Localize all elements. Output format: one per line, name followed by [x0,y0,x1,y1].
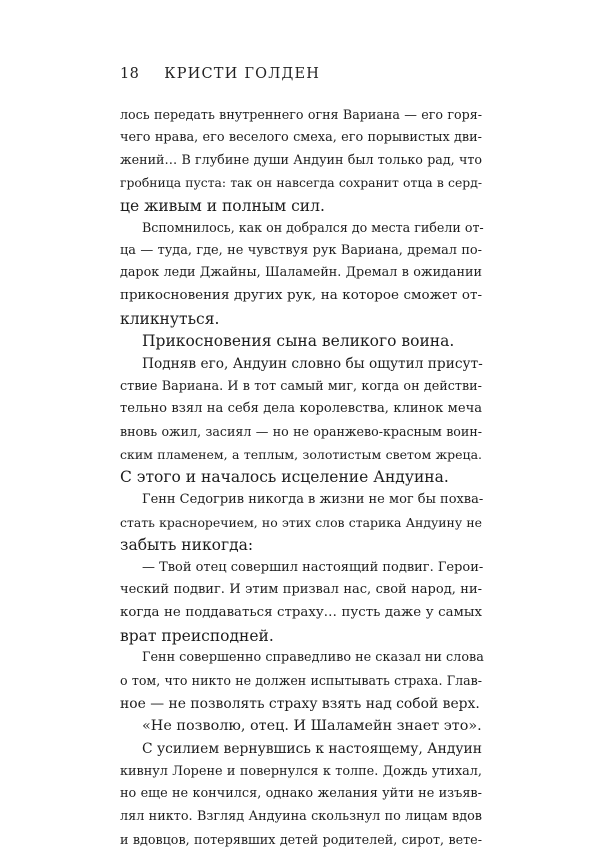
text-line: С этого и началось исцеление Андуина. [120,466,482,489]
text-line: «Не позволю, отец. И Шаламейн знает это». [120,715,482,738]
text-line: — Твой отец совершил настоящий подвиг. Герои- [120,557,482,580]
text-line: лось передать внутреннего огня Вариана — его горя- [120,104,482,127]
text-line: стать красноречием, но этих слов старика Андуину не [120,512,482,535]
text-line: лял никто. Взгляд Андуина скользнул по лицам вдов [120,806,482,829]
text-line: ное — не позволять страху взять над собой верх. [120,693,482,716]
body-text [120,104,482,851]
text-line: ца — туда, где, не чувствуя рук Вариана, дремал по- [120,240,482,263]
text-line: дарок леди Джайны, Шаламейн. Дремал в ожидании [120,262,482,285]
text-line: ческий подвиг. И этим призвал нас, свой народ, ни- [120,579,482,602]
text-line: гробница пуста: так он навсегда сохранит отца в серд- [120,172,482,195]
text-line: жений… В глубине души Андуин был только рад, что [120,149,482,172]
text-line: Прикосновения сына великого воина. [120,330,482,353]
text-line: Подняв его, Андуин словно бы ощутил присут- [120,353,482,376]
author-name: КРИСТИ ГОЛДЕН [164,66,320,82]
text-line: кивнул Лорене и повернулся к толпе. Дождь утихал, [120,761,482,784]
text-line: чего нрава, его веселого смеха, его порывистых дви- [120,127,482,150]
text-line: ствие Вариана. И в тот самый миг, когда он действи- [120,376,482,399]
text-line: кликнуться. [120,308,482,331]
text-line: ским пламенем, а теплым, золотистым светом жреца. [120,444,482,467]
text-line: и вдовцов, потерявших детей родителей, сирот, вете- [120,829,482,851]
text-line: прикосновения других рук, на которое сможет от- [120,285,482,308]
text-line: С усилием вернувшись к настоящему, Андуин [120,738,482,761]
page-number: 18 [120,66,139,82]
text-line: вновь ожил, засиял — но не оранжево-красным воин- [120,421,482,444]
text-line: Вспомнилось, как он добрался до места гибели от- [120,217,482,240]
text-line: тельно взял на себя дела королевства, клинок меча [120,398,482,421]
text-line: когда не поддаваться страху… пусть даже у самых [120,602,482,625]
running-header [120,66,320,82]
text-line: но еще не кончился, однако желания уйти не изъяв- [120,783,482,806]
text-line: о том, что никто не должен испытывать страха. Глав- [120,670,482,693]
text-line: Генн совершенно справедливо не сказал ни слова [120,647,482,670]
text-line: забыть никогда: [120,534,482,557]
text-line: Генн Седогрив никогда в жизни не мог бы похва- [120,489,482,512]
text-line: це живым и полным сил. [120,195,482,218]
text-line: врат преисподней. [120,625,482,648]
